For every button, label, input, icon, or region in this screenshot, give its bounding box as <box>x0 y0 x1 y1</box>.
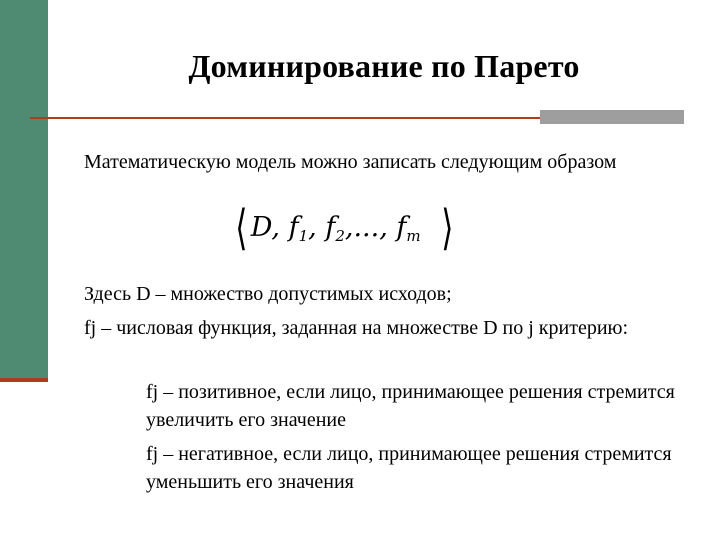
formula-set-d: D, <box>250 212 289 243</box>
right-angle-bracket: ⟩ <box>441 200 454 256</box>
tuple-formula: ⟨ D, $f_1$, $f_2$,..., $f_m$ ⟩ <box>235 200 454 256</box>
function-description: fj – числовая функция, заданная на множестве D по j критерию: <box>84 317 629 339</box>
title-accent-block <box>540 110 684 124</box>
intro-text: Математическую модель можно записать следующим образом <box>84 151 617 173</box>
formula-fm: $f_m$ <box>396 212 421 245</box>
side-accent-bar <box>0 0 48 380</box>
positive-criterion: fj – позитивное, если лицо, принимающее решения стремится увеличить его значение <box>146 381 675 431</box>
formula-f1: $f_1$ <box>288 212 309 245</box>
side-accent-bar-edge <box>0 378 48 382</box>
slide-title: Доминирование по Парето <box>188 48 580 84</box>
formula-f2: $f_2$ <box>325 212 345 245</box>
negative-criterion: fj – негативное, если лицо, принимающее решения стремится уменьшить его значения <box>146 443 672 493</box>
set-d-description: Здесь D – множество допустимых исходов; <box>84 283 452 305</box>
left-angle-bracket: ⟨ <box>235 200 248 256</box>
